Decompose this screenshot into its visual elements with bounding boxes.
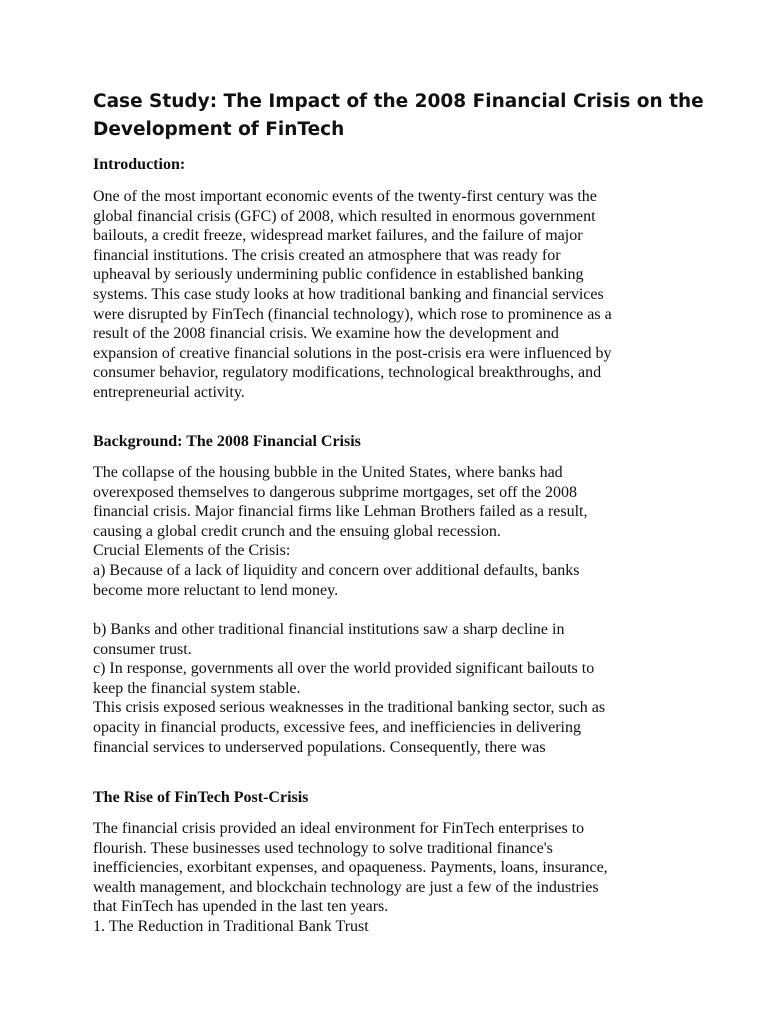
background-paragraph-1 bbox=[93, 463, 693, 600]
text-line: financial services to underserved populations. Consequently, there was bbox=[93, 738, 546, 756]
document-title bbox=[93, 88, 704, 144]
text-line: result of the 2008 financial crisis. We examine how the development and bbox=[93, 325, 559, 343]
text-line: become more reluctant to lend money. bbox=[93, 581, 339, 599]
text-line: The financial crisis provided an ideal environment for FinTech enterprises to bbox=[93, 820, 585, 837]
rise-paragraph bbox=[93, 819, 693, 937]
introduction-paragraph bbox=[93, 187, 693, 403]
text-line: This crisis exposed serious weaknesses in the traditional banking sector, such as bbox=[93, 699, 606, 717]
text-line: b) Banks and other traditional financial institutions saw a sharp decline in bbox=[93, 621, 565, 638]
text-line: entrepreneurial activity. bbox=[93, 383, 245, 401]
title-line: Development of FinTech bbox=[93, 119, 345, 140]
text-line: keep the financial system stable. bbox=[93, 679, 301, 697]
text-line: consumer behavior, regulatory modifications, technological breakthroughs, and bbox=[93, 364, 602, 382]
text-line: wealth management, and blockchain technology are just a few of the industries bbox=[93, 878, 599, 896]
text-line: 1. The Reduction in Traditional Bank Trust bbox=[93, 917, 369, 935]
text-line: overexposed themselves to dangerous subprime mortgages, set off the 2008 bbox=[93, 483, 578, 501]
text-line: financial institutions. The crisis created an atmosphere that was ready for bbox=[93, 246, 561, 264]
text-line: global financial crisis (GFC) of 2008, which resulted in enormous government bbox=[93, 207, 596, 225]
introduction-heading: Introduction: bbox=[93, 156, 186, 173]
text-line: were disrupted by FinTech (financial technology), which rose to prominence as a bbox=[93, 305, 612, 323]
text-line: bailouts, a credit freeze, widespread market failures, and the failure of major bbox=[93, 227, 583, 245]
text-line: inefficiencies, exorbitant expenses, and opaqueness. Payments, loans, insurance, bbox=[93, 859, 608, 877]
text-line: Crucial Elements of the Crisis: bbox=[93, 542, 291, 560]
text-line: financial crisis. Major financial firms like Lehman Brothers failed as a result, bbox=[93, 503, 588, 521]
text-line: systems. This case study looks at how traditional banking and financial services bbox=[93, 285, 604, 303]
text-line: a) Because of a lack of liquidity and concern over additional defaults, banks bbox=[93, 561, 580, 579]
text-line: One of the most important economic events of the twenty-first century was the bbox=[93, 188, 597, 205]
text-line: The collapse of the housing bubble in the United States, where banks had bbox=[93, 464, 563, 481]
text-line: that FinTech has upended in the last ten years. bbox=[93, 898, 389, 916]
text-line: expansion of creative financial solutions in the post-crisis era were influenced by bbox=[93, 344, 612, 362]
text-line: c) In response, governments all over the world provided significant bailouts to bbox=[93, 660, 595, 678]
text-line: flourish. These businesses used technology to solve traditional finance's bbox=[93, 839, 553, 857]
title-line: Case Study: The Impact of the 2008 Financial Crisis on the bbox=[93, 91, 704, 112]
text-line: opacity in financial products, excessive fees, and inefficiencies in delivering bbox=[93, 718, 581, 736]
text-line: causing a global credit crunch and the ensuing global recession. bbox=[93, 522, 501, 540]
rise-heading: The Rise of FinTech Post-Crisis bbox=[93, 789, 309, 806]
text-line: consumer trust. bbox=[93, 640, 192, 658]
text-line: upheaval by seriously undermining public confidence in established banking bbox=[93, 266, 584, 284]
background-heading: Background: The 2008 Financial Crisis bbox=[93, 433, 361, 450]
background-paragraph-2 bbox=[93, 620, 693, 757]
